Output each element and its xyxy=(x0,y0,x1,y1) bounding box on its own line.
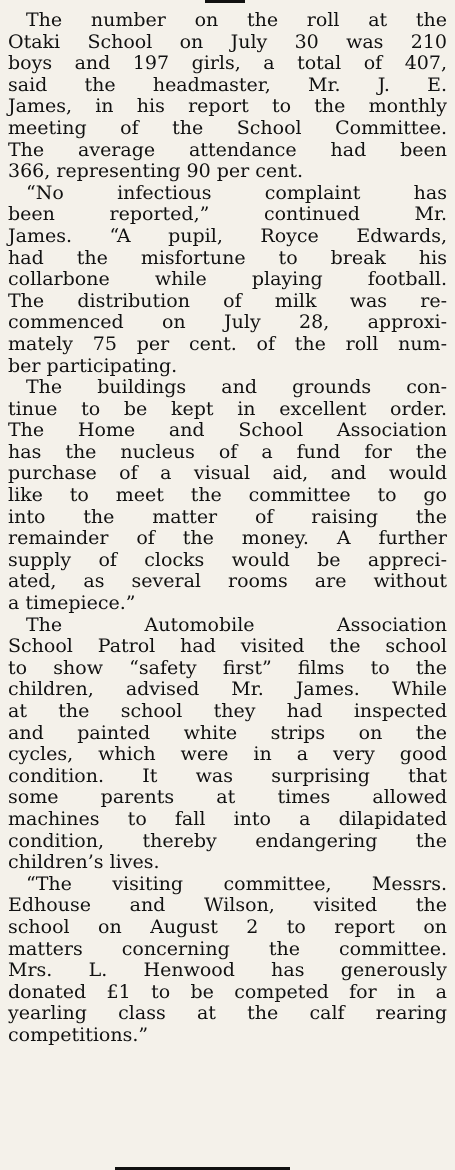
text-line: had the misfortune to break his xyxy=(8,246,447,269)
text-line: and painted white strips on the xyxy=(8,721,447,744)
article-paragraph xyxy=(8,874,447,1047)
article-paragraph xyxy=(8,377,447,615)
text-line: ber participating. xyxy=(8,354,178,377)
text-line: to show “safety first” films to the xyxy=(8,656,447,679)
text-line: at the school they had inspected xyxy=(8,700,447,722)
text-line: been reported,” continued Mr. xyxy=(8,203,447,226)
text-line: condition. It was surprising that xyxy=(8,764,447,787)
text-line: yearling class at the calf rearing xyxy=(8,1002,447,1025)
text-line: purchase of a visual aid, and would xyxy=(8,462,447,485)
text-line: Mrs. L. Henwood has generously xyxy=(8,959,447,982)
text-line: said the headmaster, Mr. J. E. xyxy=(8,73,447,96)
article-paragraph xyxy=(8,615,447,874)
text-line: has the nucleus of a fund for the xyxy=(8,440,447,463)
text-line: “The visiting committee, Messrs. xyxy=(26,872,447,895)
text-line: boys and 197 girls, a total of 407, xyxy=(8,52,447,75)
text-line: The distribution of milk was re- xyxy=(8,289,447,312)
text-line: condition, thereby endangering the xyxy=(8,829,447,852)
text-line: James. “A pupil, Royce Edwards, xyxy=(8,224,447,247)
text-line: mately 75 per cent. of the roll num- xyxy=(8,332,447,355)
text-line: ated, as several rooms are without xyxy=(8,570,447,593)
text-line: a timepiece.” xyxy=(8,592,136,615)
text-line: commenced on July 28, approxi- xyxy=(8,311,447,334)
text-line: competitions.” xyxy=(8,1023,149,1046)
text-line: tinue to be kept in excellent order. xyxy=(8,397,447,420)
text-line: 366, representing 90 per cent. xyxy=(8,160,304,183)
text-line: collarbone while playing football. xyxy=(8,268,447,291)
text-line: supply of clocks would be appreci- xyxy=(8,548,447,571)
text-line: Edhouse and Wilson, visited the xyxy=(8,894,447,917)
text-line: children’s lives. xyxy=(8,851,160,874)
text-line: school on August 2 to report on xyxy=(8,915,447,938)
text-line: The Automobile Association xyxy=(26,613,447,636)
text-line: The number on the roll at the xyxy=(26,9,447,31)
text-line: The Home and School Association xyxy=(8,419,447,442)
article-body xyxy=(8,10,447,1047)
text-line: remainder of the money. A further xyxy=(8,527,447,550)
text-line: “No infectious complaint has xyxy=(26,181,447,204)
text-line: James, in his report to the monthly xyxy=(8,95,447,118)
top-column-rule xyxy=(205,0,245,3)
text-line: School Patrol had visited the school xyxy=(8,635,447,658)
text-line: children, advised Mr. James. While xyxy=(8,678,447,701)
text-line: The buildings and grounds con- xyxy=(26,376,447,399)
article-paragraph xyxy=(8,10,447,183)
text-line: Otaki School on July 30 was 210 xyxy=(8,30,447,53)
text-line: machines to fall into a dilapidated xyxy=(8,807,447,830)
text-line: donated £1 to be competed for in a xyxy=(8,980,447,1003)
text-line: into the matter of raising the xyxy=(8,505,447,528)
text-line: like to meet the committee to go xyxy=(8,484,447,507)
text-line: some parents at times allowed xyxy=(8,786,447,809)
text-line: matters concerning the committee. xyxy=(8,937,447,960)
text-line: The average attendance had been xyxy=(8,138,447,161)
article-paragraph xyxy=(8,183,447,377)
text-line: cycles, which were in a very good xyxy=(8,743,447,766)
text-line: meeting of the School Committee. xyxy=(8,116,447,139)
